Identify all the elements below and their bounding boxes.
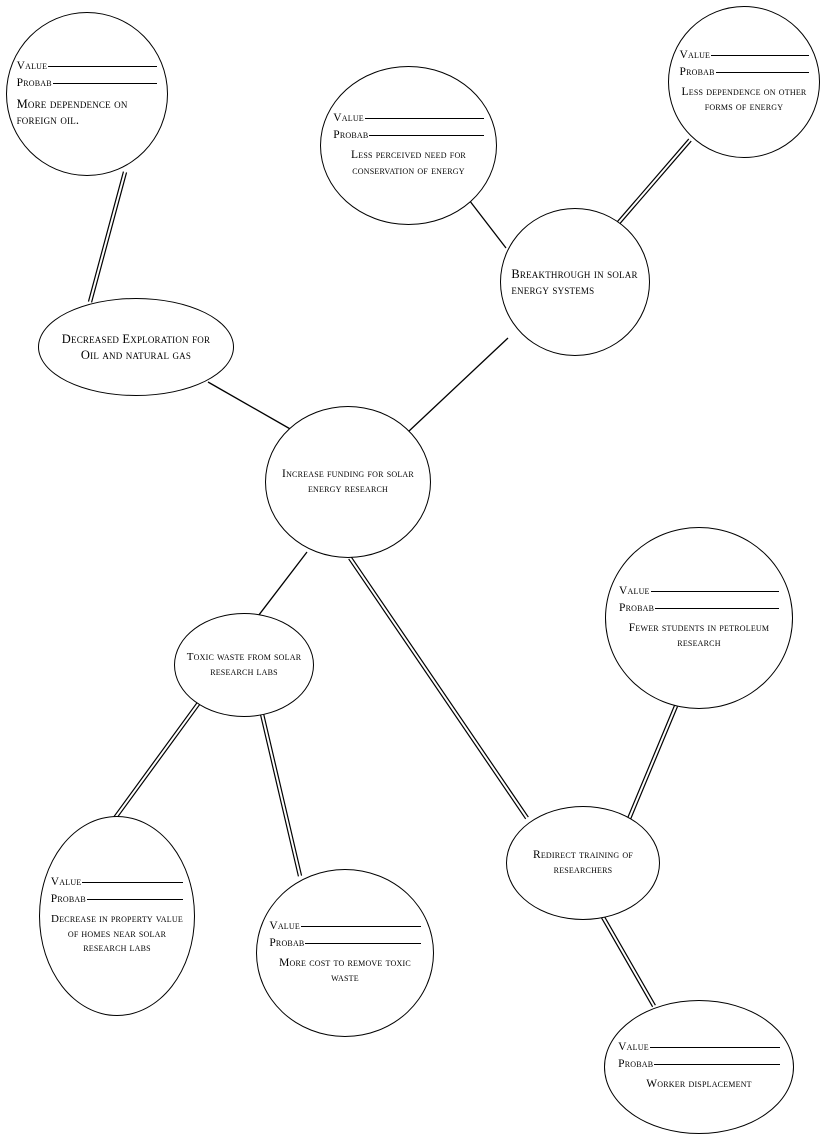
edge-funding-to-redirect — [351, 557, 528, 817]
value-blank-line[interactable] — [711, 55, 808, 56]
value-blank-line[interactable] — [365, 118, 484, 119]
value-field[interactable] — [619, 585, 779, 597]
value-blank-line[interactable] — [301, 926, 421, 927]
probability-label: Probab — [333, 129, 369, 142]
field-group — [680, 49, 809, 78]
value-blank-line[interactable] — [82, 882, 183, 883]
value-label: Value — [679, 48, 711, 61]
value-label: Value — [16, 59, 48, 72]
node-less-perceived-need-conservation[interactable] — [320, 66, 497, 225]
field-group — [619, 585, 779, 614]
field-group — [618, 1041, 780, 1070]
node-label: More cost to remove toxic waste — [279, 956, 411, 984]
edge-funding-to-toxic-waste — [252, 552, 307, 624]
edge-toxic-waste-to-property-value — [111, 699, 200, 821]
probability-field[interactable] — [618, 1058, 780, 1070]
probability-blank-line[interactable] — [655, 608, 779, 609]
node-label: Decrease in property value of homes near solar research labs — [51, 913, 183, 955]
edge-toxic-waste-to-property-value — [113, 701, 202, 823]
node-label: More dependence on foreign oil. — [16, 96, 128, 127]
value-field[interactable] — [680, 49, 809, 61]
probability-field[interactable] — [619, 602, 779, 614]
value-blank-line[interactable] — [650, 1047, 780, 1048]
node-increase-funding-solar-energy-research[interactable] — [265, 406, 431, 558]
probability-label: Probab — [50, 893, 86, 906]
edge-breakthrough-to-less-dependence — [613, 139, 689, 227]
node-label: Worker displacement — [646, 1078, 752, 1091]
node-label: Increase funding for solar energy research — [282, 467, 414, 495]
edge-funding-to-breakthrough — [408, 338, 508, 432]
probability-blank-line[interactable] — [53, 83, 158, 84]
probability-label: Probab — [16, 76, 52, 89]
value-field[interactable] — [269, 920, 420, 932]
probability-blank-line[interactable] — [716, 72, 809, 73]
value-blank-line[interactable] — [651, 591, 779, 592]
node-label: Decreased Exploration for Oil and natural gas — [61, 331, 211, 362]
field-group — [269, 920, 420, 949]
node-label: Less dependence on other forms of energy — [681, 85, 807, 113]
value-field[interactable] — [17, 60, 158, 72]
node-more-dependence-foreign-oil[interactable] — [6, 12, 168, 176]
node-breakthrough-solar-energy-systems[interactable] — [500, 208, 650, 356]
probability-label: Probab — [619, 601, 655, 614]
probability-blank-line[interactable] — [305, 943, 420, 944]
edge-redirect-to-worker-displacement — [601, 911, 655, 1005]
node-label: Toxic waste from solar research labs — [186, 651, 302, 678]
node-toxic-waste-solar-research-labs[interactable] — [174, 613, 314, 717]
edge-breakthrough-to-less-conserve — [466, 196, 506, 248]
probability-label: Probab — [618, 1058, 654, 1071]
edge-funding-to-redirect — [349, 559, 526, 819]
value-field[interactable] — [51, 876, 183, 888]
probability-blank-line[interactable] — [654, 1064, 780, 1065]
node-label: Less perceived need for conservation of energy — [351, 149, 466, 177]
field-group — [51, 876, 183, 905]
edge-redirect-to-fewer-students — [625, 705, 675, 825]
node-more-cost-remove-toxic-waste[interactable] — [256, 869, 434, 1037]
value-field[interactable] — [618, 1041, 780, 1053]
edge-decreased-exploration-to-foreign-oil — [92, 172, 127, 302]
node-decreased-exploration-oil-gas[interactable] — [38, 298, 234, 396]
edge-funding-to-decreased-exploration — [208, 382, 292, 430]
node-label: Redirect training of researchers — [532, 848, 634, 876]
value-label: Value — [333, 112, 364, 125]
node-label: Breakthrough in solar energy systems — [511, 266, 638, 297]
probability-label: Probab — [679, 65, 715, 78]
node-decrease-property-value-homes[interactable] — [39, 816, 195, 1016]
value-field[interactable] — [333, 112, 484, 124]
probability-field[interactable] — [17, 77, 158, 89]
field-group — [333, 112, 484, 141]
edge-breakthrough-to-less-dependence — [615, 141, 691, 229]
edge-toxic-waste-to-more-cost — [260, 714, 298, 876]
probability-field[interactable] — [269, 937, 420, 949]
value-blank-line[interactable] — [48, 66, 157, 67]
probability-field[interactable] — [680, 66, 809, 78]
value-label: Value — [619, 584, 650, 597]
edge-decreased-exploration-to-foreign-oil — [88, 172, 123, 302]
node-worker-displacement[interactable] — [604, 1000, 794, 1134]
probability-blank-line[interactable] — [369, 135, 483, 136]
edge-redirect-to-fewer-students — [627, 707, 677, 827]
value-label: Value — [269, 919, 300, 932]
edge-redirect-to-worker-displacement — [599, 913, 653, 1007]
probability-label: Probab — [269, 936, 305, 949]
probability-field[interactable] — [51, 893, 183, 905]
node-label: Fewer students in petroleum research — [628, 621, 770, 649]
edge-toxic-waste-to-more-cost — [264, 714, 302, 876]
probability-field[interactable] — [333, 129, 484, 141]
value-label: Value — [618, 1041, 649, 1054]
node-less-dependence-other-energy[interactable] — [668, 6, 820, 158]
probability-blank-line[interactable] — [87, 899, 183, 900]
node-fewer-students-petroleum-research[interactable] — [605, 527, 793, 709]
value-label: Value — [50, 876, 82, 889]
node-redirect-training-researchers[interactable] — [506, 806, 660, 920]
field-group — [17, 60, 158, 89]
